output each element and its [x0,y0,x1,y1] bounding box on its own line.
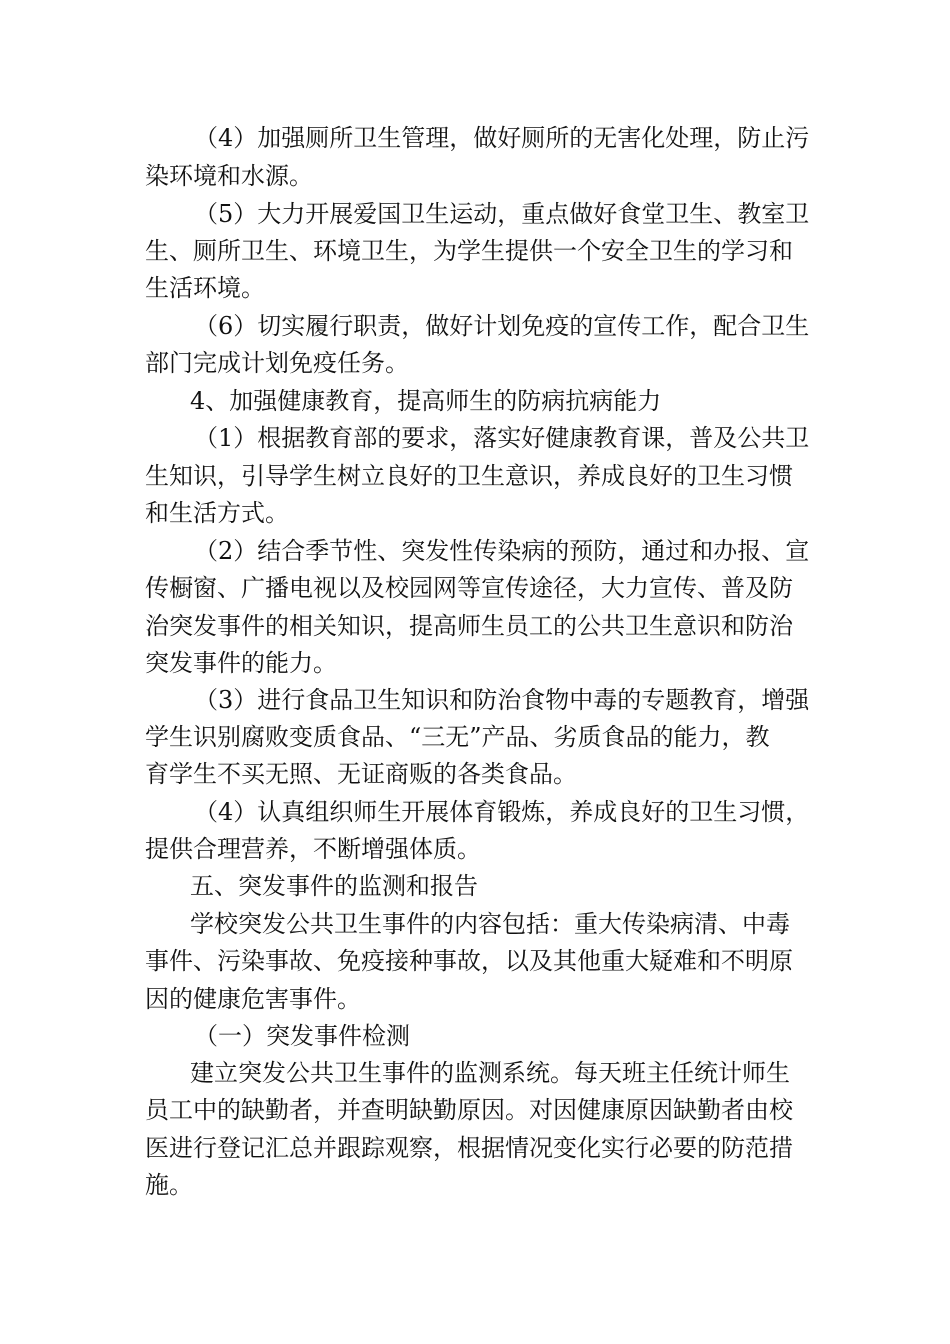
paragraph-line: 生、厕所卫生、环境卫生，为学生提供一个安全卫生的学习和 [145,237,793,265]
paragraph-line: 医进行登记汇总并跟踪观察，根据情况变化实行必要的防范措 [145,1134,793,1162]
paragraph-line: 事件、污染事故、免疫接种事故，以及其他重大疑难和不明原 [145,947,793,975]
section-heading: 4、加强健康教育，提高师生的防病抗病能力 [190,387,662,415]
paragraph-line: （1）根据教育部的要求，落实好健康教育课，普及公共卫 [194,424,810,452]
paragraph-line: （5）大力开展爱国卫生运动，重点做好食堂卫生、教室卫 [194,200,810,228]
paragraph-line: 生知识，引导学生树立良好的卫生意识，养成良好的卫生习惯 [145,462,793,490]
paragraph-line: 传橱窗、广播电视以及校园网等宣传途径，大力宣传、普及防 [145,574,793,602]
paragraph-line: （3）进行食品卫生知识和防治食物中毒的专题教育，增强 [194,686,810,714]
paragraph-line: 提供合理营养，不断增强体质。 [145,835,481,863]
paragraph-line: （4）加强厕所卫生管理，做好厕所的无害化处理，防止污 [194,124,810,152]
paragraph-line: （2）结合季节性、突发性传染病的预防，通过和办报、宣 [194,537,810,565]
paragraph-line: 部门完成计划免疫任务。 [145,349,409,377]
paragraph-line: （4）认真组织师生开展体育锻炼，养成良好的卫生习惯， [194,798,810,826]
paragraph-line: 和生活方式。 [145,499,289,527]
paragraph-line: 治突发事件的相关知识，提高师生员工的公共卫生意识和防治 [145,612,793,640]
paragraph-line: 施。 [145,1171,193,1199]
paragraph-line: （6）切实履行职责，做好计划免疫的宣传工作，配合卫生 [194,312,810,340]
paragraph-line: 因的健康危害事件。 [145,985,361,1013]
paragraph-line: 染环境和水源。 [145,162,313,190]
paragraph-line: 突发事件的能力。 [145,649,337,677]
paragraph-line: 学校突发公共卫生事件的内容包括：重大传染病清、中毒 [190,910,790,938]
section-heading: 五、突发事件的监测和报告 [190,872,478,900]
paragraph-line: 生活环境。 [145,274,265,302]
paragraph-line: 建立突发公共卫生事件的监测系统。每天班主任统计师生 [190,1059,790,1087]
paragraph-line: 员工中的缺勤者，并查明缺勤原因。对因健康原因缺勤者由校 [145,1096,793,1124]
subsection-heading: （一）突发事件检测 [194,1022,410,1050]
paragraph-line: 学生识别腐败变质食品、“三无”产品、劣质食品的能力，教 [145,723,770,751]
paragraph-line: 育学生不买无照、无证商贩的各类食品。 [145,760,577,788]
